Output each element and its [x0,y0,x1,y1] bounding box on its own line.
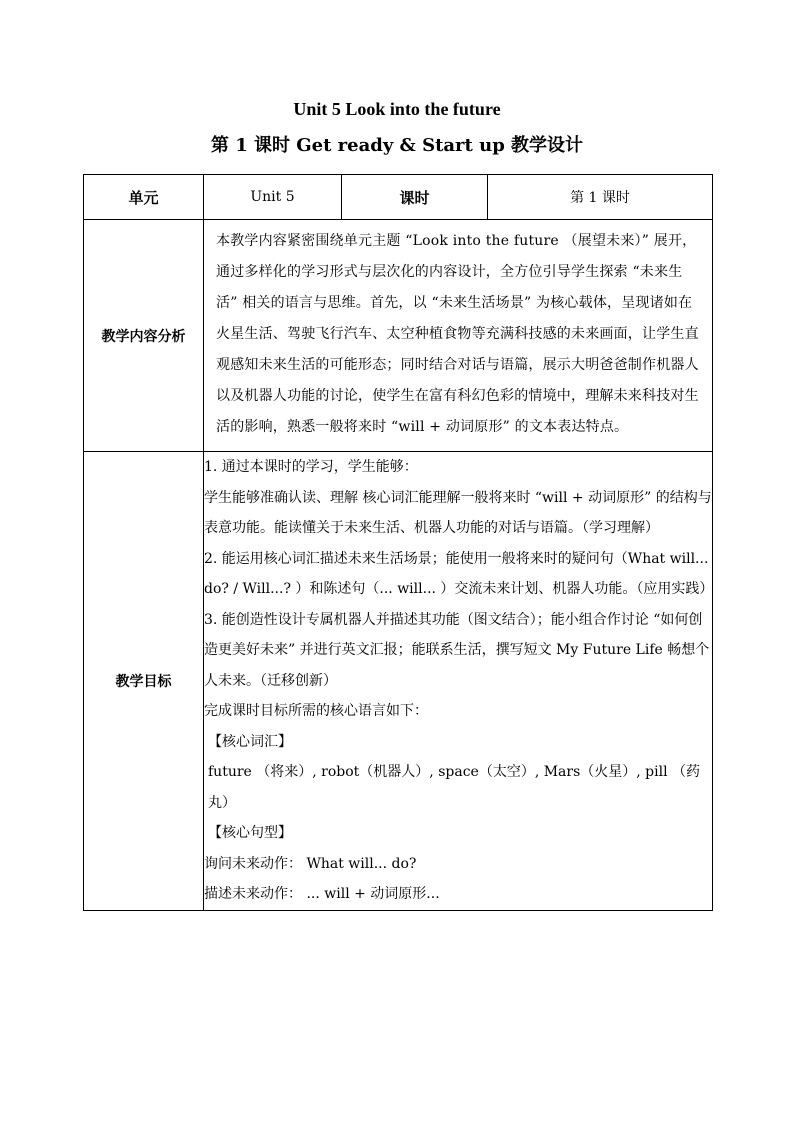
lesson-plan-table [83,174,713,911]
lesson-value: 第 1 课时 [488,175,713,220]
objective-line: 学生能够准确认读、理解 核心词汇能理解一般将来时 “will + 动词原形” 的结构与表意功能。能读懂关于未来生活、机器人功能的对话与语篇。（学习理解） [204,489,712,536]
core-sentence-question: 询问未来动作： What will... do? [204,855,417,872]
content-analysis-label: 教学内容分析 [84,220,204,452]
unit-label: 单元 [84,175,204,220]
objective-line: 2. 能运用核心词汇描述未来生活场景；能使用一般将来时的疑问句（What will... do? / Will...? ）和陈述句（... will... ）交流未来计划、机器人功能。（应用实践） [204,550,714,597]
objectives-row [84,452,713,911]
core-sentence-heading: 【核心句型】 [208,825,292,841]
core-vocab-list: future （将来）, robot（机器人）, space（太空）, Mars（火星）, pill （药丸） [208,764,701,811]
content-analysis-text: 本教学内容紧密围绕单元主题 “Look into the future （展望未来）” 展开，通过多样化的学习形式与层次化的内容设计，全方位引导学生探索 “未来生活” 相关的语言与思维。首先，以 “未来生活场景” 为核心载体，呈现诸如在火星生活、驾驶飞行汽车、太空种植食物等充满科技感的未来画面，让学生直观感知未来生活的可能形态；同时结合对话与语篇，展示大明爸爸制作机器人以及机器人功能的讨论，使学生在富有科幻色彩的情境中，理解未来科技对生活的影响，熟悉一般将来时 “will + 动词原形” 的文本表达特点。 [216,233,699,435]
content-analysis-cell [204,220,713,452]
header-row [84,175,713,220]
objective-line: 3. 能创造性设计专属机器人并描述其功能（图文结合）；能小组合作讨论 “如何创造更美好未来” 并进行英文汇报；能联系生活，撰写短文 My Future Life 畅想个人未来。（迁移创新） [204,611,710,689]
document-title-line2: 第 1 课时 Get ready & Start up 教学设计 [210,135,584,156]
document-title-line1: Unit 5 Look into the future [293,99,501,119]
objective-line: 完成课时目标所需的核心语言如下： [204,703,428,719]
objectives-label: 教学目标 [84,452,204,911]
core-sentence-statement: 描述未来动作： ... will + 动词原形... [204,886,440,902]
unit-value: Unit 5 [204,175,342,220]
lesson-label: 课时 [342,175,488,220]
objectives-cell [204,452,713,911]
core-vocab-heading: 【核心词汇】 [208,733,292,750]
objective-line: 1. 通过本课时的学习，学生能够： [204,459,418,475]
content-analysis-row [84,220,713,452]
